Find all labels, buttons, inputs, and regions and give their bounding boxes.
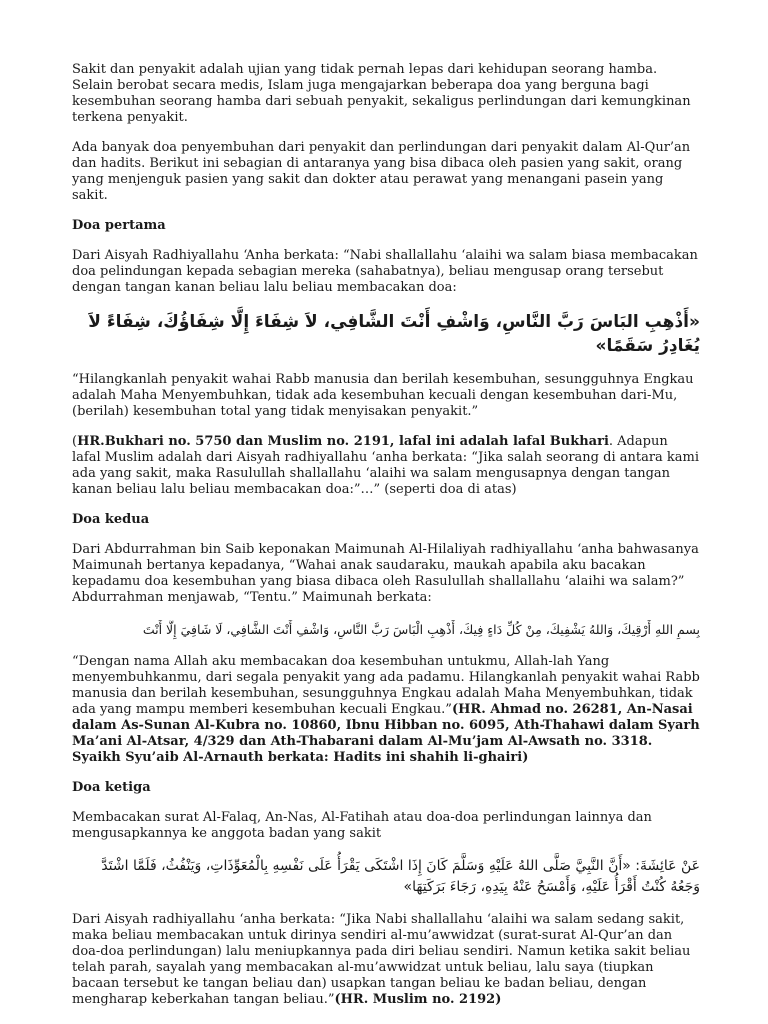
heading-doa-kedua: Doa kedua — [72, 512, 150, 527]
doa3-arabic-text: عَنْ عَائِشَةَ: «أَنَّ النَّبِيَّ صَلَّى اللهُ عَلَيْهِ وَسَلَّمَ كَانَ إِذَا اشْتَكَى يَقْرَأُ عَلَى نَفْسِهِ بِالْمُعَوِّذَاتِ، وَيَنْفُثُ، فَلَمَّا اشْتَدَّ وَجَعُهُ كُنْتُ أَقْرَأُ عَلَيْهِ، وَأَمْسَحُ عَنْهُ بِيَدِهِ، رَجَاءَ بَرَكَتِهَا» — [101, 858, 700, 895]
doa1-source-open: ( — [72, 434, 78, 449]
doa3-source-citation: (HR. Muslim no. 2192) — [334, 992, 502, 1007]
doa2-translation-block — [72, 654, 700, 766]
document-page — [72, 62, 700, 1022]
doa2-translation: “Dengan nama Allah aku membacakan doa kesembuhan untukmu, Allah-lah Yang menyembuhkanmu, dari segala penyakit yang ada padamu. Hilangkanlah penyakit wahai Rabb manusia dan berilah kesembuhan, sesungguhnya Engkau adalah Maha Menyembuhkan, tidak ada yang mampu memberi kesembuhan kecuali Engkau.” — [72, 654, 700, 717]
doa2-intro: Dari Abdurrahman bin Saib keponakan Maimunah Al-Hilaliyah radhiyallahu ‘anha bahwasanya Maimunah bertanya kepadanya, “Wahai anak saudaraku, maukah apabila aku bacakan kepadamu doa kesembuhan yang biasa dibaca oleh Rasulullah shallallahu ‘alaihi wa salam?” Abdurrahman menjawab, “Tentu.” Maimunah berkata: — [72, 542, 699, 605]
heading-doa-ketiga: Doa ketiga — [72, 780, 151, 795]
doa3-intro: Membacakan surat Al-Falaq, An-Nas, Al-Fatihah atau doa-doa perlindungan lainnya dan mengusapkannya ke anggota badan yang sakit — [72, 810, 652, 841]
intro-paragraph-2: Ada banyak doa penyembuhan dari penyakit dan perlindungan dari penyakit dalam Al-Qur’an dan hadits. Berikut ini sebagian di antaranya yang bisa dibaca oleh pasien yang sakit, orang yang menjenguk pasien yang sakit dan dokter atau perawat yang menangani pasein yang sakit. — [72, 140, 691, 203]
doa2-source-citation: (HR. Ahmad no. 26281, An-Nasai dalam As-Sunan Al-Kubra no. 10860, Ibnu Hibban no. 6095, Ath-Thahawi dalam Syarh Ma’ani Al-Atsar, 4/329 dan Ath-Thabarani dalam Al-Mu’jam Al-Awsath no. 3318. Syaikh Syu’aib Al-Arnauth berkata: Hadits ini shahih li-ghairi) — [72, 702, 700, 765]
doa1-translation: “Hilangkanlah penyakit wahai Rabb manusia dan berilah kesembuhan, sesungguhnya Engkau adalah Maha Menyembuhkan, tidak ada kesembuhan kecuali dengan kesembuhan dari-Mu, (berilah) kesembuhan total yang tidak menyisakan penyakit.” — [72, 372, 694, 419]
doa2-arabic-text: بِسمِ اللهِ أَرْقِيكَ، وَاللهُ يَشْفِيكَ، مِنْ كُلِّ دَاءٍ فِيكَ، أَذْهِبِ الْبَاسَ رَبَّ النَّاسِ، وَاشْفِ أَنْتَ الشَّافِي، لَا شَافِيَ إِلَّا أَنْتَ — [142, 622, 700, 637]
doa1-source-rest: . Adapun lafal Muslim adalah dari Aisyah radhiyallahu ‘anha berkata: “Jika salah seorang di antara kami ada yang sakit, maka Rasulullah shallallahu ‘alaihi wa salam mengusapnya dengan tangan kanan beliau lalu beliau membacakan doa:”…” (seperti doa di atas) — [72, 434, 700, 497]
doa1-arabic-text: «أَذْهِبِ البَاسَ رَبَّ النَّاسِ، وَاشْفِ أَنْتَ الشَّافِي، لاَ شِفَاءَ إِلَّا شِفَاؤُكَ، شِفَاءً لاَ يُغَادِرُ سَقَمًا» — [88, 312, 700, 356]
doa1-intro: Dari Aisyah Radhiyallahu ‘Anha berkata: “Nabi shallallahu ‘alaihi wa salam biasa membacakan doa pelindungan kepada sebagian mereka (sahabatnya), beliau mengusap orang tersebut dengan tangan kanan beliau lalu beliau membacakan doa: — [72, 248, 698, 295]
heading-doa-pertama: Doa pertama — [72, 218, 166, 233]
doa1-source-citation: HR.Bukhari no. 5750 dan Muslim no. 2191, lafal ini adalah lafal Bukhari — [77, 434, 609, 449]
intro-paragraph-1: Sakit dan penyakit adalah ujian yang tidak pernah lepas dari kehidupan seorang hamba. Selain berobat secara medis, Islam juga mengajarkan beberapa doa yang berguna bagi kesembuhan seorang hamba dari sebuah penyakit, sekaligus perlindungan dari kemungkinan terkena penyakit. — [72, 62, 691, 125]
doa3-translation-block — [72, 912, 700, 1008]
doa3-translation: Dari Aisyah radhiyallahu ‘anha berkata: “Jika Nabi shallallahu ‘alaihi wa salam sedang sakit, maka beliau membacakan untuk dirinya sendiri al-mu’awwidzat (surat-surat Al-Qur’an dan doa-doa perlindungan) lalu meniupkannya pada diri beliau sendiri. Namun ketika sakit beliau telah parah, sayalah yang membacakan al-mu’awwidzat untuk beliau, lalu saya (tiupkan bacaan tersebut ke tangan beliau dan) usapkan tangan beliau ke badan beliau, dengan mengharap keberkahan tangan beliau.” — [72, 912, 691, 1007]
doa1-source — [72, 434, 700, 498]
